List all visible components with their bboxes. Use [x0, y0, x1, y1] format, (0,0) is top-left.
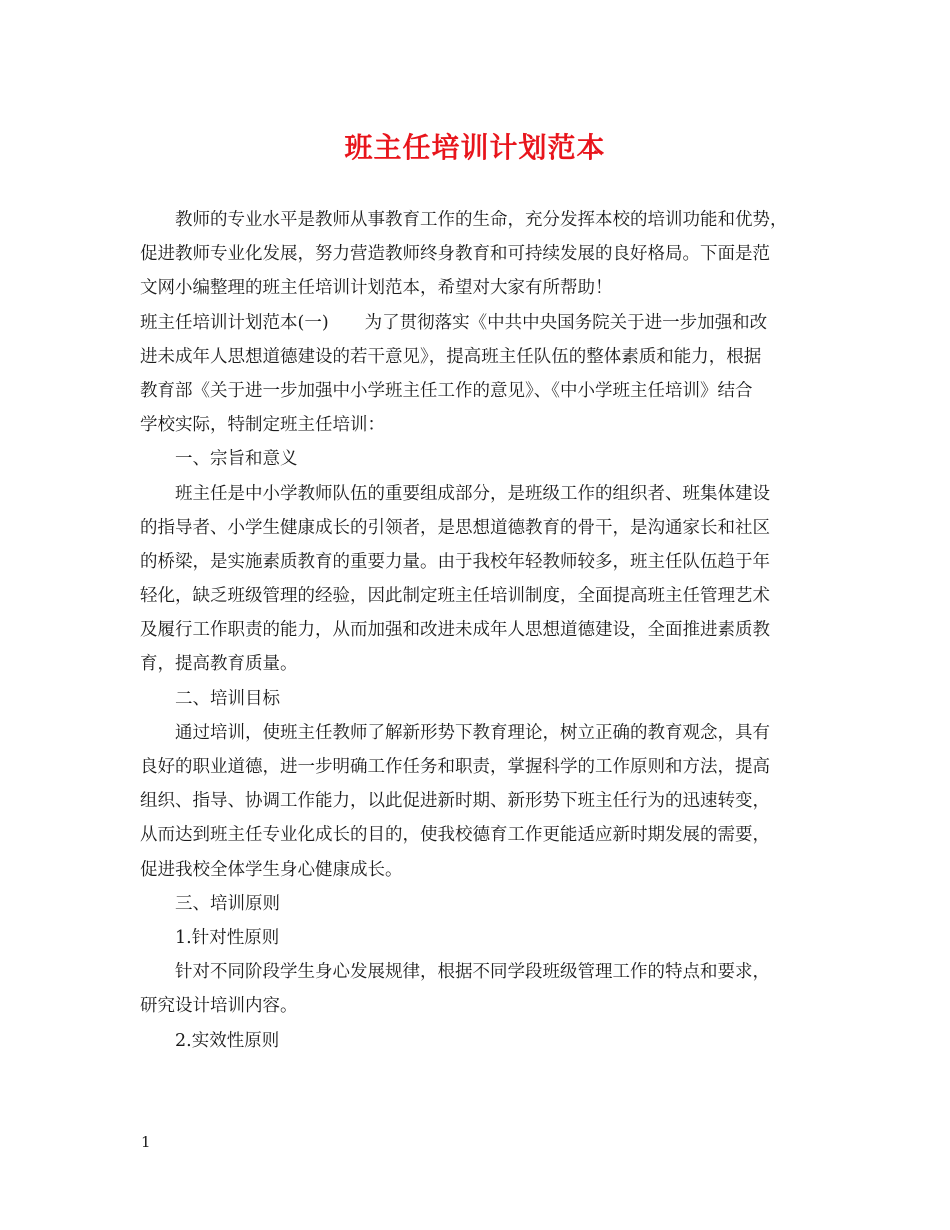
paragraph-line: 教师的专业水平是教师从事教育工作的生命，充分发挥本校的培训功能和优势， — [175, 210, 788, 230]
paragraph-line: 促进我校全体学生身心健康成长。 — [140, 859, 403, 880]
paragraph-line: 班主任是中小学教师队伍的重要组成部分，是班级工作的组织者、班集体建设 — [175, 483, 770, 504]
subsection-heading: 2.实效性原则 — [175, 1030, 280, 1051]
section-heading: 三、培训原则 — [175, 893, 280, 914]
document-title: 班主任培训计划范本 — [344, 131, 606, 164]
paragraph-line: 研究设计培训内容。 — [140, 996, 298, 1017]
paragraph-line: 良好的职业道德，进一步明确工作任务和职责，掌握科学的工作原则和方法，提高 — [140, 757, 770, 777]
section-heading: 二、培训目标 — [175, 688, 280, 709]
paragraph-line: 教育部《关于进一步加强中小学班主任工作的意见》、《中小学班主任培训》结合 — [140, 380, 753, 401]
paragraph-line: 及履行工作职责的能力，从而加强和改进未成年人思想道德建设，全面推进素质教 — [140, 620, 770, 641]
paragraph-line: 育，提高教育质量。 — [140, 654, 298, 675]
page-number: 1 — [141, 1133, 151, 1151]
paragraph-line: 为了贯彻落实《中共中央国务院关于进一步加强和改 — [364, 312, 768, 333]
paragraph-line: 轻化，缺乏班级管理的经验，因此制定班主任培训制度，全面提高班主任管理艺术 — [140, 586, 770, 607]
paragraph-line: 的指导者、小学生健康成长的引领者，是思想道德教育的骨干，是沟通家长和社区 — [140, 517, 770, 538]
paragraph-line: 学校实际，特制定班主任培训： — [140, 415, 385, 436]
paragraph-line: 组织、指导、协调工作能力，以此促进新时期、新形势下班主任行为的迅速转变， — [140, 791, 770, 812]
subsection-heading: 1.针对性原则 — [175, 927, 280, 948]
section-heading: 一、宗旨和意义 — [175, 449, 298, 470]
paragraph-line: 通过培训，使班主任教师了解新形势下教育理论，树立正确的教育观念，具有 — [175, 722, 770, 743]
section-heading-plan-one: 班主任培训计划范本(一) — [140, 312, 329, 333]
document-body — [140, 203, 812, 1058]
paragraph-line: 进未成年人思想道德建设的若干意见》，提高班主任队伍的整体素质和能力，根据 — [140, 346, 762, 367]
paragraph-line: 促进教师专业化发展，努力营造教师终身教育和可持续发展的良好格局。下面是范 — [140, 244, 770, 265]
paragraph-line: 从而达到班主任专业化成长的目的，使我校德育工作更能适应新时期发展的需要， — [140, 825, 770, 846]
section-intro-line — [140, 306, 812, 340]
paragraph-line: 针对不同阶段学生身心发展规律，根据不同学段班级管理工作的特点和要求， — [175, 962, 770, 983]
paragraph-line: 的桥梁，是实施素质教育的重要力量。由于我校年轻教师较多，班主任队伍趋于年 — [140, 551, 770, 572]
paragraph-line: 文网小编整理的班主任培训计划范本，希望对大家有所帮助！ — [140, 278, 613, 299]
